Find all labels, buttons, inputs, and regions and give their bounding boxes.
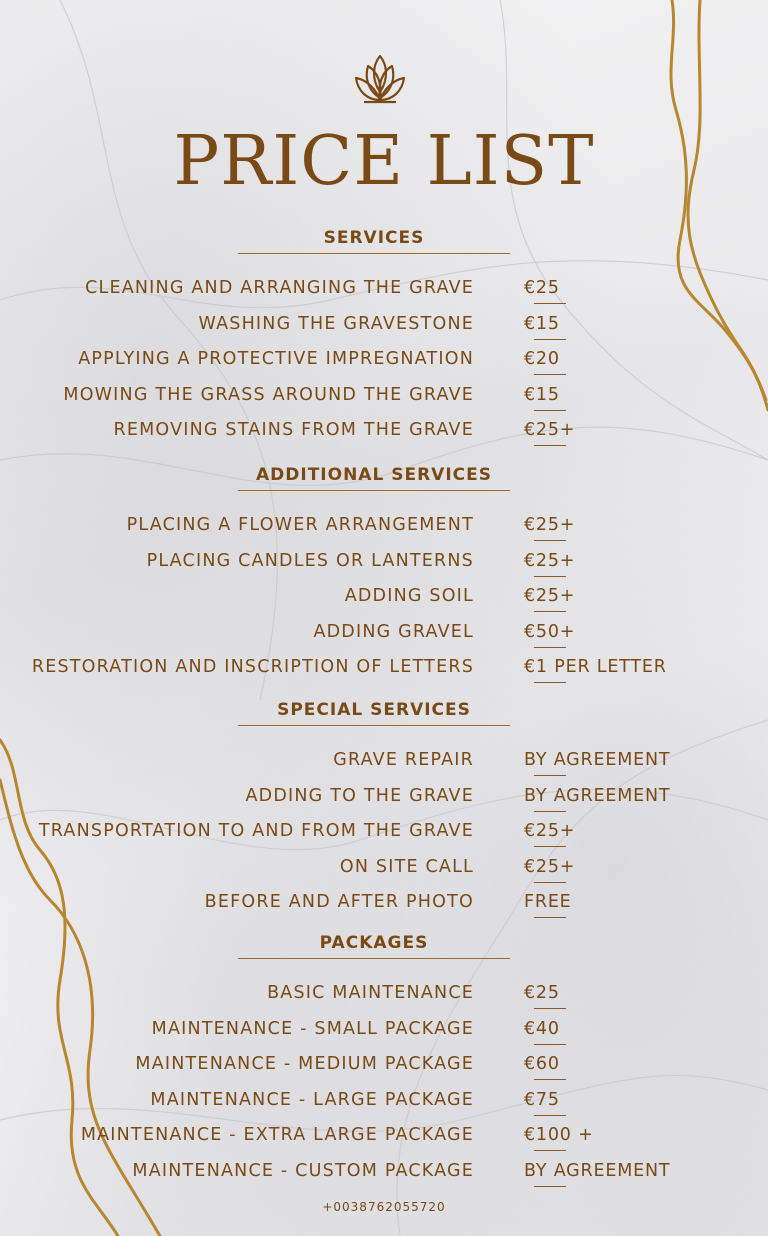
service-name: ON SITE CALL — [339, 856, 474, 877]
price-row — [0, 383, 768, 413]
price-row — [0, 1017, 768, 1047]
service-name: CLEANING AND ARRANGING THE GRAVE — [85, 278, 474, 298]
price-row — [0, 890, 768, 920]
section-heading: SPECIAL SERVICES — [238, 700, 510, 726]
price-row — [0, 819, 768, 849]
service-price: €25 — [524, 983, 560, 1003]
lotus-icon — [350, 50, 410, 106]
service-name: APPLYING A PROTECTIVE IMPREGNATION — [78, 349, 474, 369]
service-price: €1 PER LETTER — [524, 657, 667, 677]
service-price: BY AGREEMENT — [524, 1160, 671, 1181]
service-price: €75 — [524, 1089, 560, 1110]
price-row — [0, 418, 768, 448]
price-row — [0, 312, 768, 342]
service-name: RESTORATION AND INSCRIPTION OF LETTERS — [31, 657, 474, 677]
service-name: MAINTENANCE - SMALL PACKAGE — [151, 1018, 474, 1039]
service-name: ADDING TO THE GRAVE — [245, 785, 474, 806]
price-row — [0, 748, 768, 778]
service-name: MAINTENANCE - MEDIUM PACKAGE — [135, 1054, 474, 1074]
price-row — [0, 620, 768, 650]
service-name: MAINTENANCE - EXTRA LARGE PACKAGE — [80, 1125, 474, 1145]
price-row — [0, 513, 768, 543]
price-row — [0, 1052, 768, 1082]
section-heading: ADDITIONAL SERVICES — [238, 465, 510, 491]
service-name: PLACING CANDLES OR LANTERNS — [146, 550, 474, 571]
service-price: €25+ — [524, 586, 576, 606]
service-price: €15 — [524, 313, 560, 334]
service-price: €15 — [524, 384, 560, 405]
price-row — [0, 855, 768, 885]
service-name: BEFORE AND AFTER PHOTO — [204, 892, 474, 912]
price-row — [0, 1159, 768, 1189]
service-price: €25+ — [524, 420, 576, 440]
price-row — [0, 655, 768, 685]
service-price: €100 + — [524, 1125, 594, 1145]
service-price: €25 — [524, 278, 560, 298]
price-row — [0, 981, 768, 1011]
service-price: €25+ — [524, 821, 576, 841]
service-price: BY AGREEMENT — [524, 785, 671, 806]
price-row — [0, 347, 768, 377]
service-name: MAINTENANCE - CUSTOM PACKAGE — [132, 1160, 474, 1181]
service-price: €50+ — [524, 621, 576, 642]
service-name: REMOVING STAINS FROM THE GRAVE — [113, 420, 474, 440]
service-name: ADDING SOIL — [344, 586, 474, 606]
service-name: PLACING A FLOWER ARRANGEMENT — [126, 515, 474, 535]
service-name: ADDING GRAVEL — [313, 621, 474, 642]
service-name: WASHING THE GRAVESTONE — [198, 313, 474, 334]
price-row — [0, 584, 768, 614]
section-heading: SERVICES — [238, 228, 510, 254]
price-row — [0, 1088, 768, 1118]
service-name: BASIC MAINTENANCE — [267, 983, 474, 1003]
service-name: MAINTENANCE - LARGE PACKAGE — [150, 1089, 474, 1110]
service-price: €20 — [524, 349, 560, 369]
service-name: MOWING THE GRASS AROUND THE GRAVE — [63, 384, 474, 405]
price-row — [0, 549, 768, 579]
phone-number[interactable]: +0038762055720 — [322, 1200, 446, 1214]
service-price: €25+ — [524, 515, 576, 535]
service-name: GRAVE REPAIR — [333, 750, 474, 770]
service-price: BY AGREEMENT — [524, 750, 671, 770]
service-price: €25+ — [524, 856, 576, 877]
section-heading: PACKAGES — [238, 933, 510, 959]
price-row — [0, 784, 768, 814]
price-row — [0, 276, 768, 306]
price-row — [0, 1123, 768, 1153]
service-name: TRANSPORTATION TO AND FROM THE GRAVE — [38, 821, 474, 841]
service-price: FREE — [524, 892, 572, 912]
service-price: €60 — [524, 1054, 560, 1074]
page-title: PRICE LIST — [173, 122, 595, 201]
service-price: €25+ — [524, 550, 576, 571]
service-price: €40 — [524, 1018, 560, 1039]
